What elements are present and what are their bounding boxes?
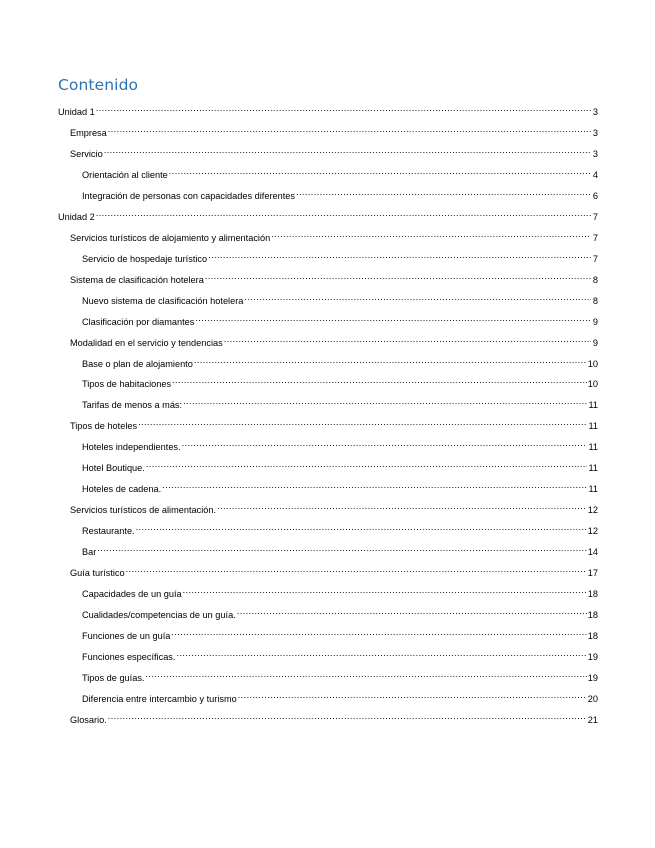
toc-entry[interactable] [70, 709, 598, 723]
toc-entry-page-number: 11 [588, 484, 598, 495]
toc-entry[interactable] [70, 562, 598, 579]
toc-entry-label: Sistema de clasificación hotelera [70, 274, 204, 285]
toc-entry-page-number: 9 [592, 316, 598, 327]
toc-entry[interactable] [82, 394, 598, 411]
toc-entry[interactable] [82, 311, 598, 325]
toc-entry[interactable] [82, 646, 598, 660]
toc-entry-label: Guía turístico [70, 568, 125, 579]
dot-leader [108, 122, 591, 136]
toc-entry-label: Base o plan de alojamiento [82, 358, 193, 369]
toc-entry-page-number: 4 [592, 169, 598, 180]
toc-entry-page-number: 12 [587, 526, 598, 537]
toc-entry-page-number: 11 [588, 463, 598, 474]
dot-leader [97, 541, 586, 555]
toc-entry-label: Tipos de hoteles [70, 421, 138, 432]
toc-entry-label: Unidad 1 [58, 107, 95, 117]
toc-entry[interactable] [82, 541, 598, 558]
toc-entry[interactable] [82, 478, 598, 495]
toc-entry-page-number: 7 [592, 211, 598, 222]
toc-entry-label: Funciones específicas. [82, 651, 176, 662]
dot-leader [172, 373, 587, 387]
toc-entry-page-number: 10 [587, 379, 598, 390]
toc-entry[interactable] [70, 143, 598, 157]
toc-entry-label: Hoteles de cadena. [82, 484, 162, 495]
toc-entry[interactable] [58, 206, 598, 220]
toc-entry-page-number: 17 [587, 568, 598, 579]
dot-leader [237, 604, 587, 618]
toc-entry[interactable] [82, 520, 598, 537]
toc-entry[interactable] [82, 373, 598, 390]
dot-leader [146, 457, 588, 471]
dot-leader [244, 290, 591, 304]
toc-entry[interactable] [82, 436, 598, 453]
toc-entry-label: Bar [82, 547, 97, 558]
dot-leader [183, 394, 587, 408]
dot-leader [145, 667, 586, 681]
dot-leader [217, 499, 587, 513]
dot-leader [238, 688, 587, 702]
toc-entry-label: Servicio de hospedaje turístico [82, 253, 208, 264]
toc-entry[interactable] [82, 353, 598, 367]
dot-leader [296, 185, 591, 199]
toc-entry[interactable] [82, 604, 598, 621]
toc-entry-label: Capacidades de un guía [82, 589, 182, 600]
toc-entry-page-number: 21 [587, 714, 598, 725]
toc-entry-page-number: 20 [587, 693, 598, 704]
toc-entry-label: Restaurante. [82, 526, 135, 537]
toc-entry-label: Servicios turísticos de alimentación. [70, 505, 217, 516]
dot-leader [194, 353, 587, 367]
dot-leader [162, 478, 587, 492]
toc-entry[interactable] [82, 164, 598, 178]
dot-leader [224, 332, 591, 346]
toc-entry-page-number: 18 [587, 589, 598, 600]
toc-entry-label: Cualidades/competencias de un guía. [82, 610, 236, 621]
toc-entry-page-number: 6 [592, 190, 598, 201]
dot-leader [171, 625, 586, 639]
toc-entry-label: Nuevo sistema de clasificación hotelera [82, 295, 244, 306]
toc-entry-label: Servicio [70, 148, 103, 159]
dot-leader [205, 269, 591, 283]
toc-entry[interactable] [70, 332, 598, 346]
toc-entry-page-number: 14 [587, 547, 598, 558]
toc-entry[interactable] [82, 248, 598, 262]
dot-leader [136, 520, 587, 534]
dot-leader [138, 415, 587, 429]
toc-entry-label: Tipos de guías. [82, 672, 145, 683]
toc-title: Contenido [58, 76, 139, 94]
dot-leader [108, 709, 587, 723]
toc-entry[interactable] [70, 122, 598, 136]
toc-entry-label: Tipos de habitaciones [82, 379, 172, 390]
toc-entry-page-number: 18 [587, 610, 598, 621]
toc-entry[interactable] [82, 583, 598, 600]
toc-entry-page-number: 3 [592, 148, 598, 159]
toc-entry-page-number: 9 [592, 337, 598, 348]
toc-entry-label: Empresa [70, 127, 107, 138]
toc-entry[interactable] [70, 227, 598, 241]
dot-leader [176, 646, 586, 660]
toc-entry-label: Orientación al cliente [82, 169, 168, 180]
toc-entry-page-number: 12 [587, 505, 598, 516]
toc-entry-page-number: 3 [592, 107, 598, 117]
toc-entry-label: Clasificación por diamantes [82, 316, 195, 327]
dot-leader [182, 436, 588, 450]
toc-entry-label: Hoteles independientes. [82, 442, 181, 453]
toc-entry[interactable] [82, 185, 598, 199]
dot-leader [126, 562, 587, 576]
toc-entry[interactable] [70, 269, 598, 283]
dot-leader [104, 143, 591, 157]
toc-entry-label: Diferencia entre intercambio y turismo [82, 693, 237, 704]
toc-entry-page-number: 7 [592, 232, 598, 243]
dot-leader [183, 583, 587, 597]
toc-entry[interactable] [82, 688, 598, 702]
toc-entry[interactable] [82, 290, 598, 304]
dot-leader [195, 311, 591, 325]
dot-leader [271, 227, 591, 241]
toc-entry[interactable] [70, 415, 598, 432]
toc-entry[interactable] [70, 499, 598, 516]
dot-leader [96, 206, 591, 220]
toc-entry-page-number: 19 [587, 651, 598, 662]
toc-entry[interactable] [82, 667, 598, 681]
toc-entry-label: Servicios turísticos de alojamiento y alimentación [70, 232, 271, 243]
toc-entry-label: Hotel Boutique. [82, 463, 145, 474]
toc-entry-page-number: 11 [588, 400, 598, 411]
toc-entry[interactable] [82, 457, 598, 474]
toc-entry-page-number: 11 [588, 421, 598, 432]
toc-entry-label: Tarifas de menos a más: [82, 400, 183, 411]
toc-entry[interactable] [82, 625, 598, 639]
toc-entry-page-number: 10 [587, 358, 598, 369]
toc-entry-page-number: 7 [592, 253, 598, 264]
toc-entry-label: Funciones de un guía [82, 631, 171, 641]
toc-entry-page-number: 8 [592, 274, 598, 285]
toc-entry-page-number: 19 [587, 672, 598, 683]
toc-entry-label: Integración de personas con capacidades diferentes [82, 190, 295, 201]
dot-leader [208, 248, 591, 262]
toc-entry-label: Unidad 2 [58, 211, 95, 222]
dot-leader [169, 164, 591, 178]
toc-entry-page-number: 18 [587, 631, 598, 641]
toc-entry-label: Modalidad en el servicio y tendencias [70, 337, 223, 348]
toc-entry-page-number: 3 [592, 127, 598, 138]
toc-entry-page-number: 8 [592, 295, 598, 306]
toc-entry-label: Glosario. [70, 714, 107, 725]
toc-entry-page-number: 11 [588, 442, 598, 453]
dot-leader [96, 101, 591, 115]
toc-entry[interactable] [58, 101, 598, 115]
